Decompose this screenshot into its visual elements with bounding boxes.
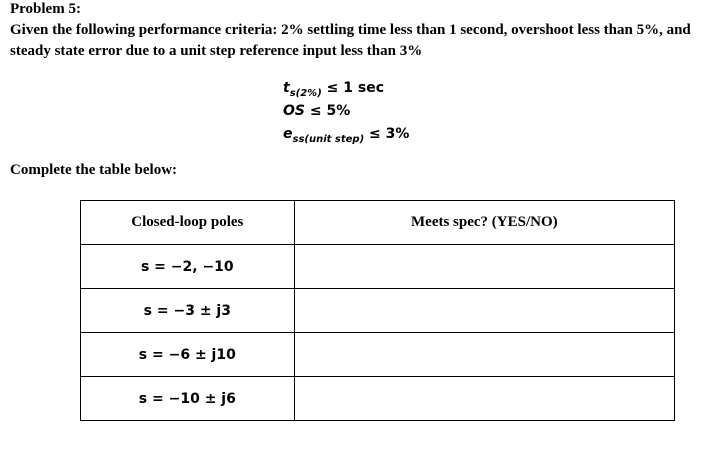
pole-cell: s = −6 ± j10 [81,333,295,377]
pole-cell: s = −2, −10 [81,245,295,289]
answer-cell[interactable] [294,333,674,377]
spec-symbol: e [283,126,293,142]
spec-settling-time [283,80,384,99]
answer-cell[interactable] [294,289,674,333]
spec-subscript: s(2%) [289,87,322,99]
table-row [81,289,675,333]
poles-table [80,200,675,421]
table-row [81,377,675,421]
table-prompt: Complete the table below: [10,162,178,178]
spec-subscript: ss(unit step) [292,133,365,145]
answer-cell[interactable] [294,377,674,421]
problem-description: Given the following performance criteria: 2% settling time less than 1 second, overshoot less than 5%, and steady state error due to a unit step reference input less than 3% [10,22,691,59]
table-row [81,245,675,289]
answer-cell[interactable] [294,245,674,289]
spec-relation: ≤ 3% [369,126,410,142]
header-meets-spec: Meets spec? (YES/NO) [294,201,674,245]
table-header-row [81,201,675,245]
table-row [81,333,675,377]
problem-title: Problem 5: [10,1,81,17]
spec-relation: ≤ 5% [309,103,351,119]
spec-overshoot [283,103,350,119]
spec-symbol: t [283,80,290,96]
spec-steady-state-error [283,126,409,145]
spec-relation: ≤ 1 sec [326,80,385,96]
pole-cell: s = −3 ± j3 [81,289,295,333]
header-closed-loop-poles: Closed-loop poles [81,201,295,245]
pole-cell: s = −10 ± j6 [81,377,295,421]
spec-symbol: OS [283,103,305,119]
